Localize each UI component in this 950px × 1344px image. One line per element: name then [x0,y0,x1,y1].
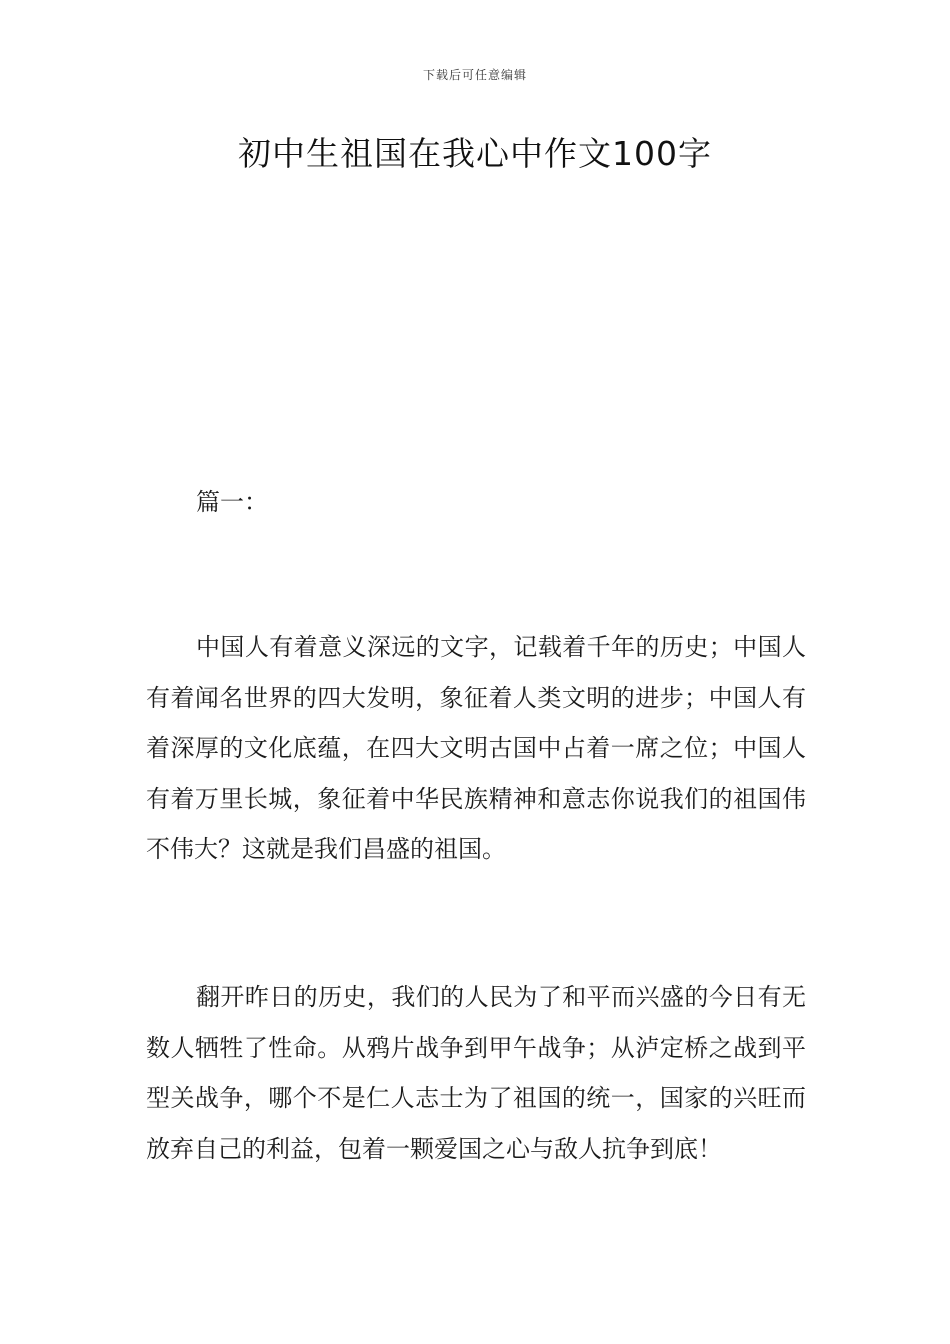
section-heading: 篇一： [196,488,268,516]
document-title: 初中生祖国在我心中作文100字 [238,134,712,173]
body-paragraph-2: 翻开昨日的历史，我们的人民为了和平而兴盛的今日有无数人牺牲了性命。从鸦片战争到甲午战争；从泸定桥之战到平型关战争，哪个不是仁人志士为了祖国的统一，国家的兴旺而放弃自己的利益，包着一颗爱国之心与敌人抗争到底！ [146,983,806,1163]
header-note: 下载后可任意编辑 [422,68,527,82]
body-paragraph-1: 中国人有着意义深远的文字，记载着千年的历史；中国人有着闻名世界的四大发明，象征着人类文明的进步；中国人有着深厚的文化底蕴，在四大文明古国中占着一席之位；中国人有着万里长城，象征着中华民族精神和意志你说我们的祖国伟不伟大？这就是我们昌盛的祖国。 [146,633,806,863]
